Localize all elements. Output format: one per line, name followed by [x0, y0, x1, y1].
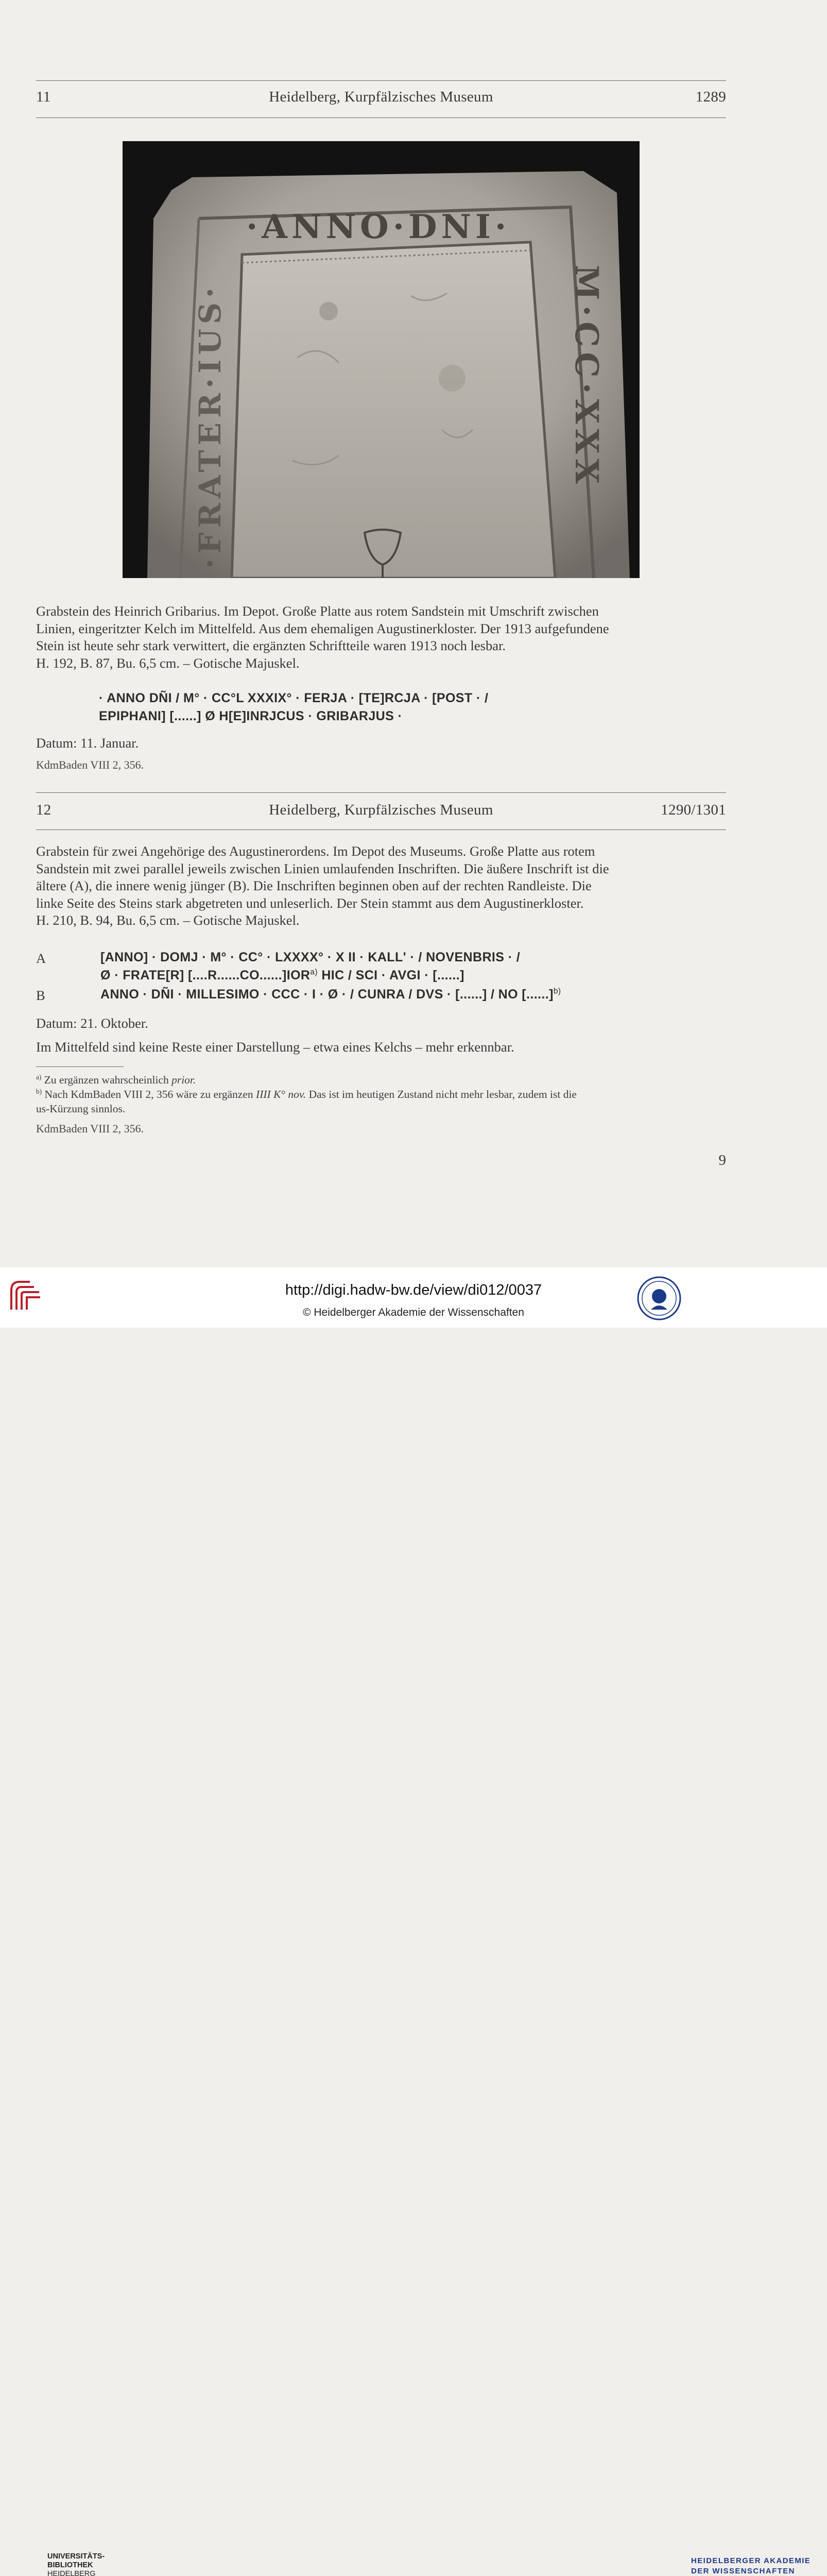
entry-number: 12 [36, 802, 51, 818]
entry11-reference: KdmBaden VIII 2, 356. [36, 758, 144, 771]
footnote-b-continued: us-Kürzung sinnlos. [36, 1103, 126, 1115]
document-url-link[interactable]: http://digi.hadw-bw.de/view/di012/0037 [285, 1282, 542, 1298]
description-line: Linien, eingeritzter Kelch im Mittelfeld. Aus dem ehemaligen Augustinerkloster. Der 1913 aufgefundene [36, 620, 609, 636]
photo-left-inscription: ·FRATER·IUS· [193, 283, 228, 569]
academy-name: HEIDELBERGER AKADEMIE DER WISSENSCHAFTEN [691, 2556, 811, 2575]
photo-right-inscription: M·CC·XXX [568, 265, 606, 489]
page-number: 9 [718, 1152, 726, 1168]
description-line: ältere (A), die innere wenig jünger (B). Die Inschriften beginnen oben auf der rechten Randleiste. Die [36, 878, 592, 893]
entry11-datum [36, 735, 726, 752]
photo-top-inscription: ·ANNO·DNI· [246, 208, 511, 246]
description-line: Grabstein für zwei Angehörige des Augustinerordens. Im Depot des Museums. Große Platte aus rotem [36, 843, 595, 859]
university-library-name: UNIVERSITÄTS- BIBLIOTHEK HEIDELBERG [47, 2552, 105, 2576]
header-rule-bottom [36, 117, 726, 118]
footnote-a: $^{a)}$ Zu ergänzen wahrscheinlich prior. [36, 1073, 196, 1086]
description-line: H. 210, B. 94, Bu. 6,5 cm. – Gotische Majuskel. [36, 912, 300, 928]
entry-title: Heidelberg, Kurpfälzisches Museum [269, 89, 493, 105]
entry12-datum [36, 1015, 726, 1032]
description-line: Sandstein mit zwei parallel jeweils zwischen Linien umlaufenden Inschriften. Die äußere Inschrift ist die [36, 860, 609, 876]
entry12-inscription-b [100, 986, 561, 1004]
entry12-remark [36, 1039, 726, 1056]
inscription-line: Ø · FRATE[R] [....R......CO......]IOR [100, 968, 311, 982]
entry11-inscription [99, 689, 488, 725]
header-rule-top [36, 80, 726, 81]
description-line: Grabstein des Heinrich Gribarius. Im Depot. Große Platte aus rotem Sandstein mit Umschrift zwischen [36, 603, 599, 619]
remark-text: Im Mittelfeld sind keine Reste einer Darstellung – etwa eines Kelchs – mehr erkennbar. [36, 1039, 514, 1055]
entry-number: 11 [36, 89, 51, 105]
footnote-marker-b: b) [553, 987, 561, 996]
description-line: linke Seite des Steins stark abgetreten und unleserlich. Der Stein stammt aus dem Augustinerkloster. [36, 895, 584, 911]
entry-year: 1290/1301 [661, 802, 726, 818]
footnote-rule [36, 1066, 124, 1067]
datum-text: Datum: 11. Januar. [36, 735, 139, 751]
entry12-inscription-a [100, 948, 520, 985]
inscription-a-label: A [36, 951, 46, 966]
entry-year: 1289 [695, 89, 726, 105]
entry12-reference: KdmBaden VIII 2, 356. [36, 1122, 144, 1135]
header-rule-top [36, 792, 726, 793]
entry11-description [36, 603, 726, 672]
footnote-b: $^{b)}$ Nach KdmBaden VIII 2, 356 wäre zu ergänzen IIII K° nov. Das ist im heutigen Zustand nicht mehr lesbar, zudem ist die [36, 1087, 577, 1100]
document-page [0, 0, 827, 1267]
footnotes [36, 1073, 726, 1116]
copyright-notice: © Heidelberger Akademie der Wissenschaften [303, 1307, 524, 1318]
inscription-line: ANNO · DÑI · MILLESIMO · CCC · I · Ø · / CUNRA / DVS · [......] / NO [......] [100, 987, 554, 1002]
footnote-marker-a: a) [310, 968, 318, 977]
inscription-line: [ANNO] · DOMJ · M° · CC° · LXXXX° · X II · KALL' · / NOVENBRIS · / [100, 950, 521, 964]
inscription-b-label: B [36, 988, 45, 1003]
entry12-description [36, 843, 726, 929]
gravestone-illustration [123, 141, 640, 578]
inscription-line: · ANNO DÑI / M° · CC°L XXXIX° · FERJA · [TE]RCJA · [POST · / [99, 691, 489, 705]
description-line: Stein ist heute sehr stark verwittert, die ergänzten Schriftteile waren 1913 noch lesbar. [36, 638, 506, 653]
inscription-line: HIC / SCI · AVGI · [......] [321, 968, 464, 982]
gravestone-photo [123, 141, 640, 578]
inscription-line: EPIPHANI] [......] Ø H[E]INRJCUS · GRIBARJUS · [99, 709, 403, 723]
entry-title: Heidelberg, Kurpfälzisches Museum [269, 802, 493, 818]
description-line: H. 192, B. 87, Bu. 6,5 cm. – Gotische Majuskel. [36, 655, 300, 671]
datum-text: Datum: 21. Oktober. [36, 1015, 148, 1031]
header-rule-bottom [36, 829, 726, 830]
